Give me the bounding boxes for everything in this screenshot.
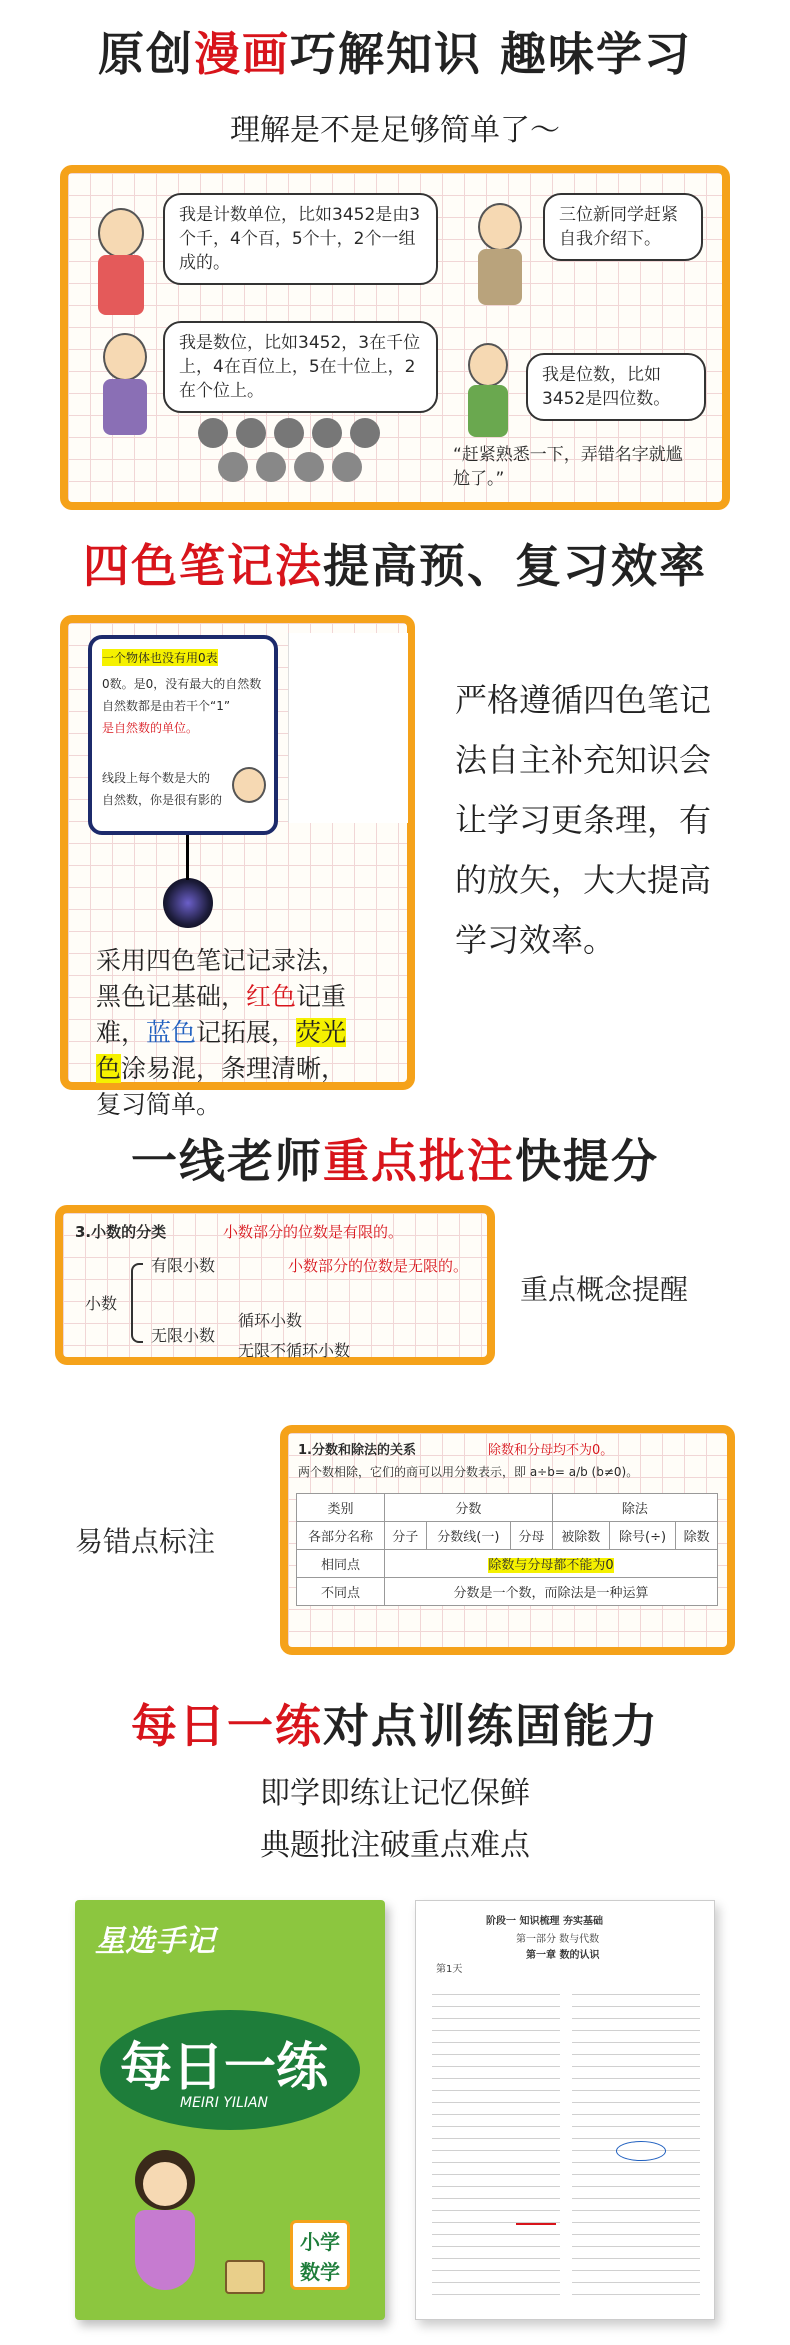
heading-text: 快提分 xyxy=(515,1134,659,1188)
heading-text: 提高预、复习效率 xyxy=(323,539,707,593)
heading-text: 巧解知识 趣味学习 xyxy=(289,27,692,81)
table-cell: 分数 xyxy=(384,1494,552,1522)
swirl-line xyxy=(186,835,189,880)
comic-panel xyxy=(60,165,730,510)
character-body xyxy=(478,249,522,305)
comparison-table xyxy=(296,1493,718,1606)
section1-heading xyxy=(0,18,790,84)
table-cell: 被除数 xyxy=(552,1522,609,1550)
suitcase-illustration xyxy=(225,2260,265,2294)
book-cover xyxy=(75,1900,385,2320)
note-line: 自然数都是由若干个“1” xyxy=(102,699,231,713)
method-line: 黑色记基础，红色记重 xyxy=(96,982,347,1011)
table-cell: 分数线(一) xyxy=(426,1522,511,1550)
character-counting-unit xyxy=(98,208,144,258)
table-cell: 除数 xyxy=(676,1522,718,1550)
annotation-red: 小数部分的位数是有限的。 xyxy=(223,1223,404,1241)
table-cell: 分数是一个数，而除法是一种运算 xyxy=(384,1578,717,1606)
card-title: 3.小数的分类 xyxy=(75,1223,167,1241)
table-cell xyxy=(384,1550,717,1578)
note-excerpt xyxy=(88,635,278,835)
method-line: 复习简单。 xyxy=(96,1090,222,1119)
tree-node: 循环小数 xyxy=(238,1311,303,1330)
heading-highlight: 四色笔记法 xyxy=(83,539,323,593)
speech-bubble-counting-unit: 我是计数单位，比如3452是由3个千，4个百，5个十，2个一组成的。 xyxy=(163,193,438,285)
tree-node: 无限小数 xyxy=(151,1326,216,1345)
page-header: 阶段一 知识梳理 夯实基础 xyxy=(486,1916,603,1927)
speech-bubble-digit-count: 我是位数，比如3452是四位数。 xyxy=(526,353,706,421)
speech-bubble-teacher: 三位新同学赶紧自我介绍下。 xyxy=(543,193,703,261)
cover-logo: 星选手记 xyxy=(95,1924,215,1959)
method-line: 色涂易混，条理清晰， xyxy=(96,1054,347,1083)
tree-bracket xyxy=(131,1263,143,1343)
heading-text: 对点训练固能力 xyxy=(323,1699,659,1753)
section4-subtitle-1: 即学即练让记忆保鲜 xyxy=(260,1776,530,1811)
character-digit-count xyxy=(468,343,508,387)
table-cell: 相同点 xyxy=(297,1550,385,1578)
table-cell: 除号(÷) xyxy=(609,1522,676,1550)
section2-heading xyxy=(0,530,790,596)
table-cell: 除法 xyxy=(552,1494,717,1522)
speech-bubble-digit-place: 我是数位，比如3452，3在千位上，4在百位上，5在十位上，2在个位上。 xyxy=(163,321,438,413)
table-cell: 各部分名称 xyxy=(297,1522,385,1550)
heading-text: 一线老师 xyxy=(131,1134,323,1188)
heading-text: 原创 xyxy=(97,27,194,81)
section3-heading xyxy=(0,1125,790,1191)
teacher-annotation-blue xyxy=(616,2141,666,2161)
tree-node: 无限不循环小数 xyxy=(238,1341,351,1360)
teacher-annotation-red xyxy=(516,2211,556,2225)
subject-name: 数学 xyxy=(300,2260,340,2284)
table-cell: 分母 xyxy=(511,1522,553,1550)
note-line-highlight: 一个物体也没有用0表 xyxy=(102,651,218,665)
girl-illustration xyxy=(115,2150,215,2310)
description-line: 严格遵循四色笔记 xyxy=(455,681,712,719)
description-line: 让学习更条理，有 xyxy=(455,801,712,839)
character-body xyxy=(103,379,147,435)
key-concept-card xyxy=(55,1205,495,1365)
cover-subject-tag xyxy=(290,2220,350,2290)
swirl-icon xyxy=(163,878,213,928)
heading-highlight: 重点批注 xyxy=(323,1134,515,1188)
sample-page xyxy=(415,1900,715,2320)
description-line: 的放矢，大大提高 xyxy=(455,861,712,899)
formula-line: 两个数相除，它们的商可以用分数表示，即 a÷b= a/b (b≠0)。 xyxy=(298,1465,639,1479)
cover-pinyin: MEIRI YILIAN xyxy=(180,2095,269,2111)
highlight-text: 除数与分母都不能为0 xyxy=(488,1558,614,1573)
cover-title: 每日一练 xyxy=(120,2038,329,2098)
method-line: 采用四色笔记记录法， xyxy=(96,946,347,975)
table-cell: 分子 xyxy=(384,1522,426,1550)
note-line: 0数。是0，没有最大的自然数 xyxy=(102,677,262,691)
note-panel xyxy=(60,615,415,1119)
character-digit-place xyxy=(103,333,147,381)
boy-icon xyxy=(232,767,266,803)
method-description xyxy=(96,943,406,1123)
tree-root: 小数 xyxy=(85,1294,118,1313)
card-title: 1.分数和除法的关系 xyxy=(298,1443,416,1458)
table-cell: 不同点 xyxy=(297,1578,385,1606)
page-chapter: 第一章 数的认识 xyxy=(526,1950,600,1961)
section1-subtitle: 理解是不是足够简单了～ xyxy=(230,113,560,148)
four-color-description xyxy=(455,670,775,970)
error-note-card xyxy=(280,1425,735,1655)
heading-highlight: 漫画 xyxy=(193,27,290,81)
table-cell: 类别 xyxy=(297,1494,385,1522)
note-line: 线段上每个数是大的 xyxy=(102,771,211,785)
description-line: 法自主补充知识会 xyxy=(455,741,712,779)
method-line: 难，蓝色记拓展，荧光 xyxy=(96,1018,347,1047)
annotation-red: 小数部分的位数是无限的。 xyxy=(288,1257,469,1275)
page-day: 第1天 xyxy=(436,1964,463,1975)
tree-node: 有限小数 xyxy=(151,1256,216,1275)
character-body xyxy=(468,385,508,437)
annotation-red: 除数和分母均不为0。 xyxy=(488,1443,614,1458)
note-line-red: 是自然数的单位。 xyxy=(102,721,199,735)
exercise-column-left xyxy=(432,1983,560,2303)
character-teacher xyxy=(478,203,522,251)
character-body xyxy=(98,255,144,315)
label-error-prone: 易错点标注 xyxy=(75,1525,216,1558)
note-line: 自然数，你是很有影的 xyxy=(102,793,223,807)
heading-highlight: 每日一练 xyxy=(131,1699,323,1753)
page-part: 第一部分 数与代数 xyxy=(516,1934,600,1945)
caption-text: “赶紧熟悉一下，弄错名字就尴尬了。” xyxy=(453,445,683,489)
student-crowd xyxy=(198,418,408,498)
description-line: 学习效率。 xyxy=(455,921,616,959)
label-key-concept: 重点概念提醒 xyxy=(520,1273,689,1306)
note-page-right xyxy=(288,633,408,823)
section4-heading xyxy=(0,1690,790,1756)
section4-subtitle-2: 典题批注破重点难点 xyxy=(260,1828,530,1863)
subject-grade: 小学 xyxy=(300,2230,340,2254)
